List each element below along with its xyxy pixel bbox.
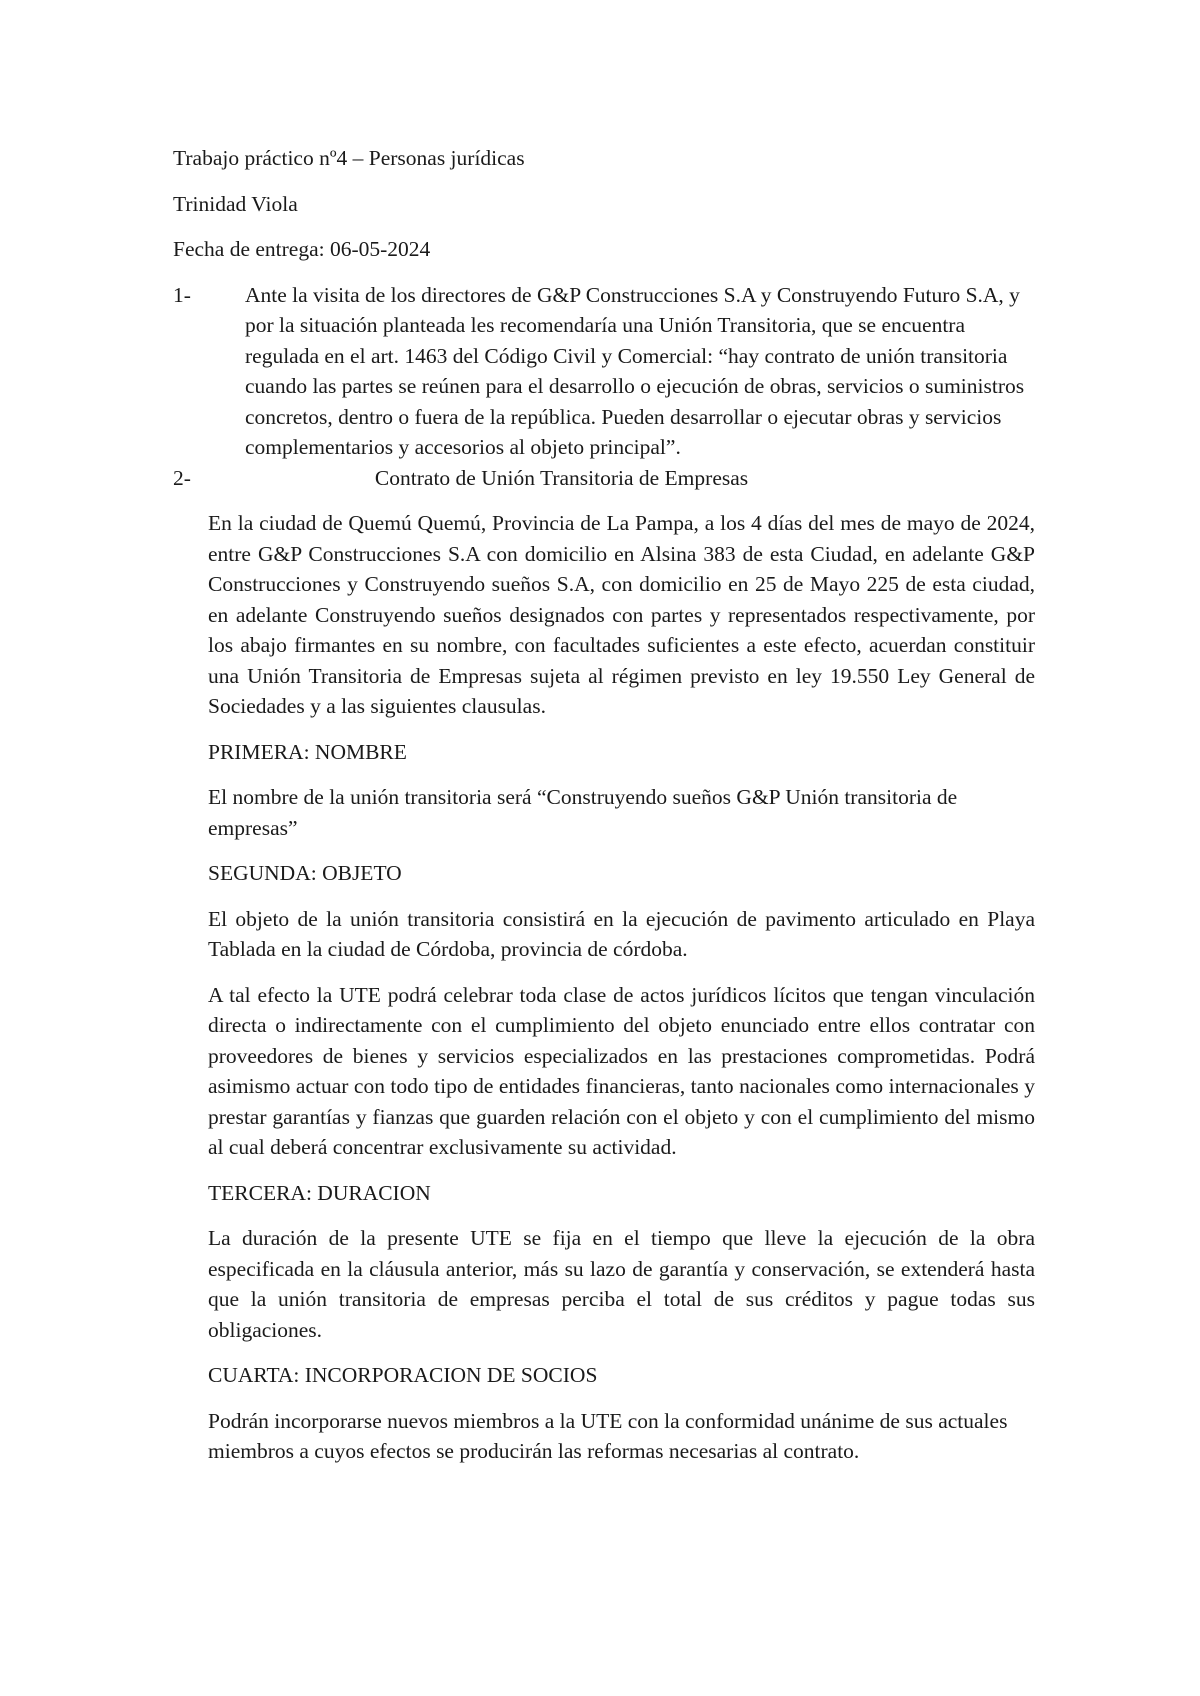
clause-2-text-2: A tal efecto la UTE podrá celebrar toda clase de actos jurídicos lícitos que tengan vinculación directa o indirectamente con el cumplimiento del objeto enunciado entre ellos contratar con proveedores de bienes y servicios especializados en las prestaciones comprometidas. Podrá asimismo actuar con todo tipo de entidades financieras, tanto nacionales como internacionales y prestar garantías y fianzas que guarden relación con el objeto y con el cumplimiento del mismo al cual deberá concentrar exclusivamente su actividad.	[208, 982, 1035, 1159]
clause-1-text: El nombre de la unión transitoria será “Construyendo sueños G&P Unión transitoria de empresas”	[208, 785, 958, 840]
due-date: Fecha de entrega: 06-05-2024	[173, 237, 431, 261]
clause-3-heading: TERCERA: DURACION	[208, 1180, 431, 1205]
clause-1-heading: PRIMERA: NOMBRE	[208, 739, 407, 764]
list-number-1: 1-	[173, 282, 191, 307]
document-body	[173, 143, 1035, 1482]
clause-4-text: Podrán incorporarse nuevos miembros a la UTE con la conformidad unánime de sus actuales miembros a cuyos efectos se producirán las reformas necesarias al contrato.	[208, 1408, 1008, 1463]
contract-intro: En la ciudad de Quemú Quemú, Provincia de La Pampa, a los 4 días del mes de mayo de 2024, entre G&P Construcciones S.A con domicilio en Alsina 383 de esta Ciudad, en adelante G&P Construcciones y Construyendo sueños S.A, con domicilio en 25 de Mayo 225 de esta ciudad, en adelante Construyendo sueños designados con partes y representados respectivamente, por los abajo firmantes en su nombre, con facultades suficientes a este efecto, acuerdan constituir una Unión Transitoria de Empresas sujeta al régimen previsto en ley 19.550 Ley General de Sociedades y a las siguientes clausulas.	[208, 511, 1035, 718]
clause-4-heading: CUARTA: INCORPORACION DE SOCIOS	[208, 1363, 598, 1387]
document-title: Trabajo práctico nº4 – Personas jurídicas	[173, 146, 525, 170]
contract-section	[208, 508, 1035, 1467]
contract-title: Contrato de Unión Transitoria de Empresas	[374, 465, 749, 490]
list-item-1	[173, 280, 1035, 463]
author-name: Trinidad Viola	[173, 191, 298, 216]
list-number-2: 2-	[173, 465, 191, 490]
list-text-1: Ante la visita de los directores de G&P Construcciones S.A y Construyendo Futuro S.A, y por la situación planteada les recomendaría una Unión Transitoria, que se encuentra regulada en el art. 1463 del Código Civil y Comercial: “hay contrato de unión transitoria cuando las partes se reúnen para el desarrollo o ejecución de obras, servicios o suministros concretos, dentro o fuera de la república. Pueden desarrollar o ejecutar obras y servicios complementarios y accesorios al objeto principal”.	[245, 282, 1025, 459]
list-item-2	[173, 463, 1035, 494]
clause-2-text-1: El objeto de la unión transitoria consistirá en la ejecución de pavimento articulado en Playa Tablada en la ciudad de Córdoba, provincia de córdoba.	[208, 906, 1035, 961]
clause-2-heading: SEGUNDA: OBJETO	[208, 861, 402, 885]
clause-3-text: La duración de la presente UTE se fija en el tiempo que lleve la ejecución de la obra especificada en la cláusula anterior, más su lazo de garantía y conservación, se extenderá hasta que la unión transitoria de empresas perciba el total de sus créditos y pague todas sus obligaciones.	[208, 1226, 1035, 1342]
